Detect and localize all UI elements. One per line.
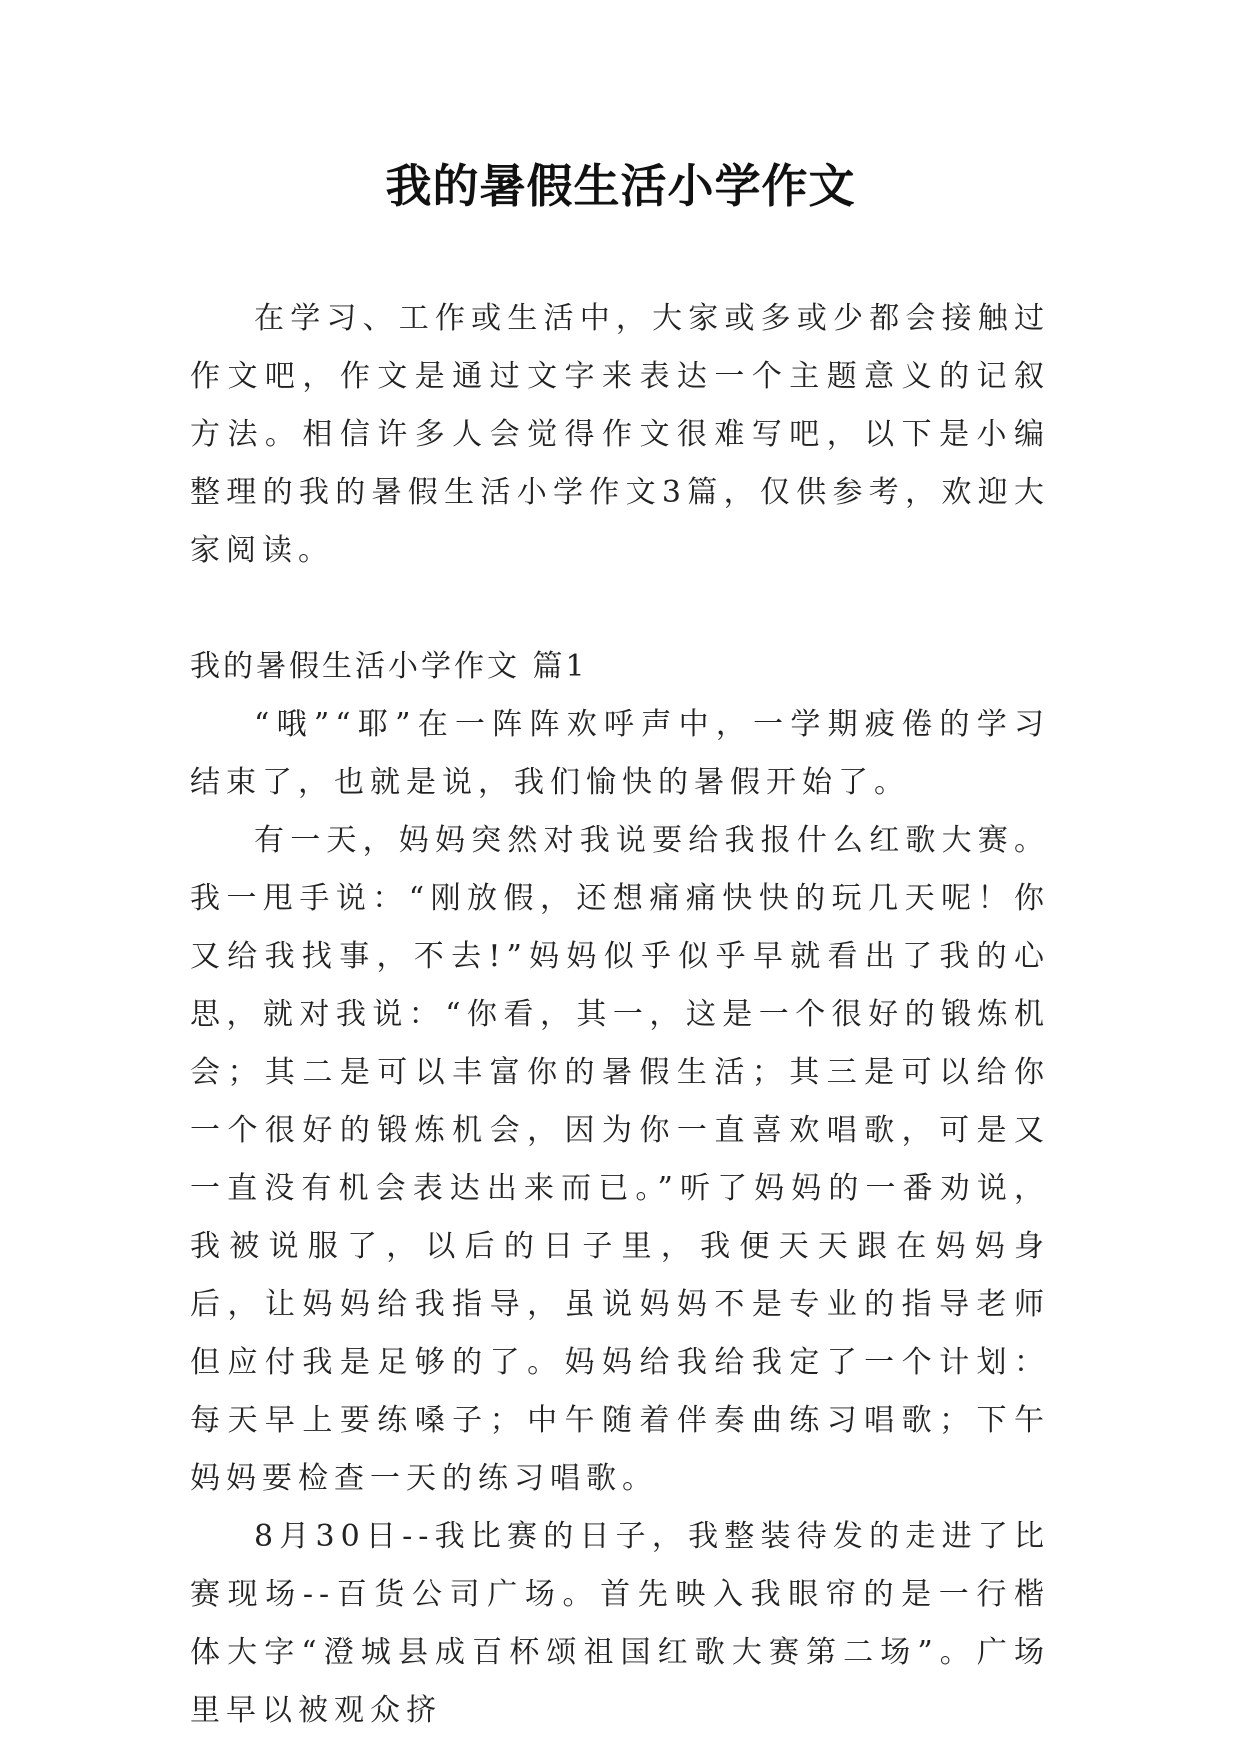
body-paragraph-1: “哦”“耶”在一阵阵欢呼声中，一学期疲倦的学习结束了，也就是说，我们愉快的暑假开始了。 [190, 707, 1050, 800]
body-paragraph-2: 有一天，妈妈突然对我说要给我报什么红歌大赛。我一甩手说：“刚放假，还想痛痛快快的玩几天呢！你又给我找事，不去!”妈妈似乎似乎早就看出了我的心思，就对我说：“你看，其一，这是一个很好的锻炼机会；其二是可以丰富你的暑假生活；其三是可以给你一个很好的锻炼机会，因为你一直喜欢唱歌，可是又一直没有机会表达出来而已。”听了妈妈的一番劝说，我被说服了，以后的日子里，我便天天跟在妈妈身后，让妈妈给我指导，虽说妈妈不是专业的指导老师但应付我是足够的了。妈妈给我给我定了一个计划：每天早上要练嗓子；中午随着伴奏曲练习唱歌；下午妈妈要检查一天的练习唱歌。 [190, 823, 1050, 1496]
document-body [190, 290, 1050, 1740]
section-heading: 我的暑假生活小学作文 篇1 [190, 649, 588, 684]
body-paragraph-3: 8月30日--我比赛的日子，我整装待发的走进了比赛现场--百货公司广场。首先映入我眼帘的是一行楷体大字“澄城县成百杯颂祖国红歌大赛第二场”。广场里早以被观众挤 [190, 1519, 1050, 1728]
intro-paragraph: 在学习、工作或生活中，大家或多或少都会接触过作文吧，作文是通过文字来表达一个主题意义的记叙方法。相信许多人会觉得作文很难写吧，以下是小编整理的我的暑假生活小学作文3篇，仅供参考，欢迎大家阅读。 [190, 301, 1050, 568]
document-title: 我的暑假生活小学作文 [385, 159, 856, 213]
